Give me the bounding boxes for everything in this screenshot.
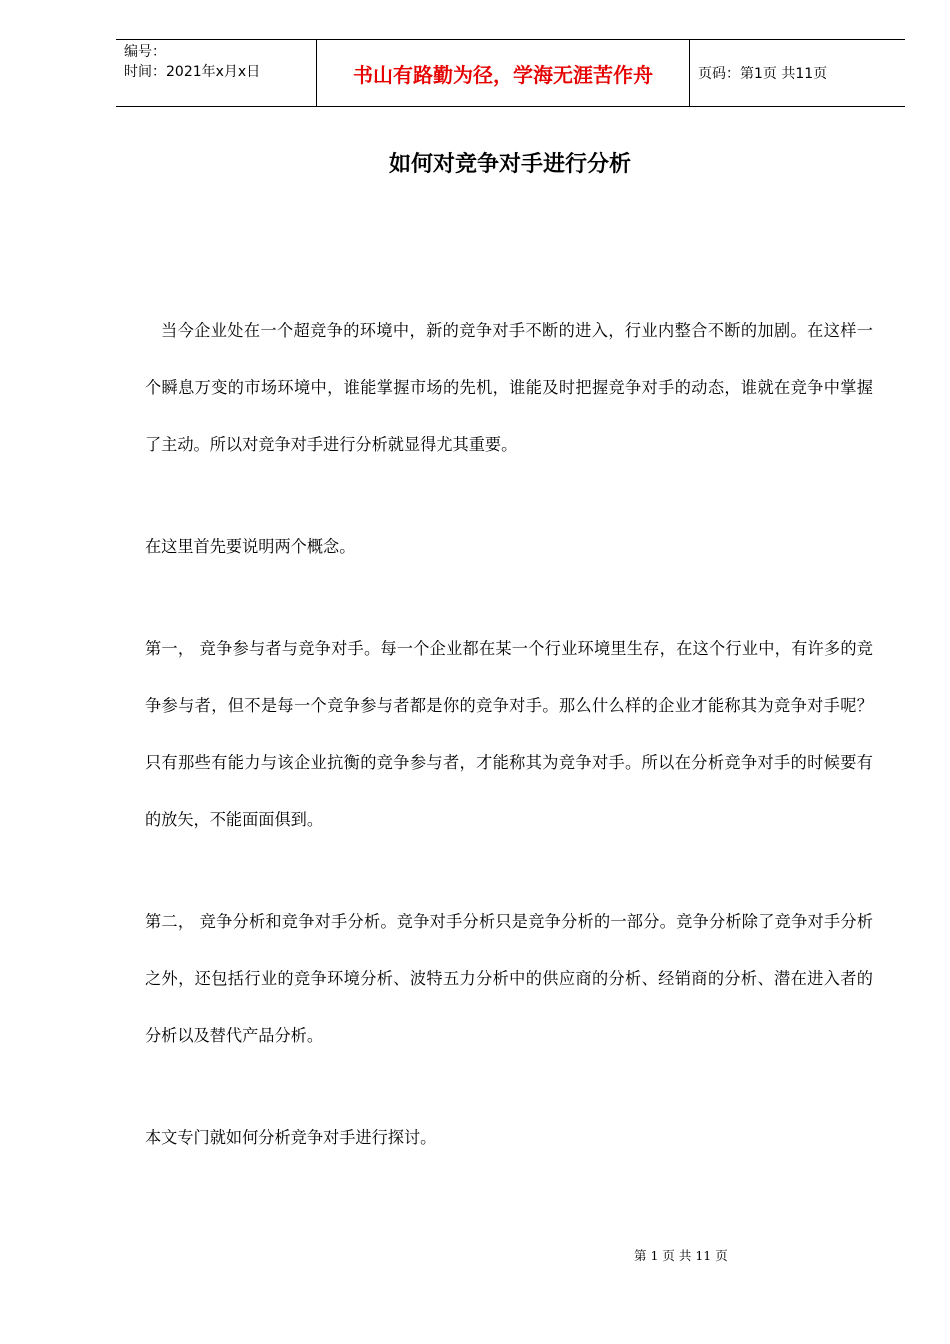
- paragraph-concepts: 在这里首先要说明两个概念。: [145, 537, 356, 556]
- header-table: [116, 39, 905, 107]
- paragraph-closing: 本文专门就如何分析竞争对手进行探讨。: [145, 1128, 437, 1147]
- header-meta: [116, 40, 316, 106]
- paragraph-second: 第二， 竞争分析和竞争对手分析。竞争对手分析只是竞争分析的一部分。竞争分析除了竞争对手分析之外，还包括行业的竞争环境分析、波特五力分析中的供应商的分析、经销商的分析、潜在进入者的分析以及替代产品分析。: [145, 912, 873, 1045]
- paragraph-intro: 当今企业处在一个超竞争的环境中，新的竞争对手不断的进入，行业内整合不断的加剧。在这样一个瞬息万变的市场环境中，谁能掌握市场的先机，谁能及时把握竞争对手的动态，谁就在竞争中掌握了主动。所以对竞争对手进行分析就显得尤其重要。: [145, 321, 873, 454]
- document-number-label: 编号：: [124, 44, 166, 60]
- header-motto: 书山有路勤为径，学海无涯苦作舟: [316, 40, 690, 106]
- paragraph-first: 第一， 竞争参与者与竞争对手。每一个企业都在某一个行业环境里生存，在这个行业中，有许多的竞争参与者，但不是每一个竞争参与者都是你的竞争对手。那么什么样的企业才能称其为竞争对手呢？只有那些有能力与该企业抗衡的竞争参与者，才能称其为竞争对手。所以在分析竞争对手的时候要有的放矢，不能面面俱到。: [145, 639, 873, 829]
- document-title: 如何对竞争对手进行分析: [388, 151, 631, 177]
- header-page-info: 页码：第1页 共11页: [698, 66, 828, 82]
- document-body: [145, 302, 873, 1166]
- document-time: 时间：2021年x月x日: [124, 64, 261, 80]
- page-footer: 第 1 页 共 11 页: [634, 1248, 728, 1263]
